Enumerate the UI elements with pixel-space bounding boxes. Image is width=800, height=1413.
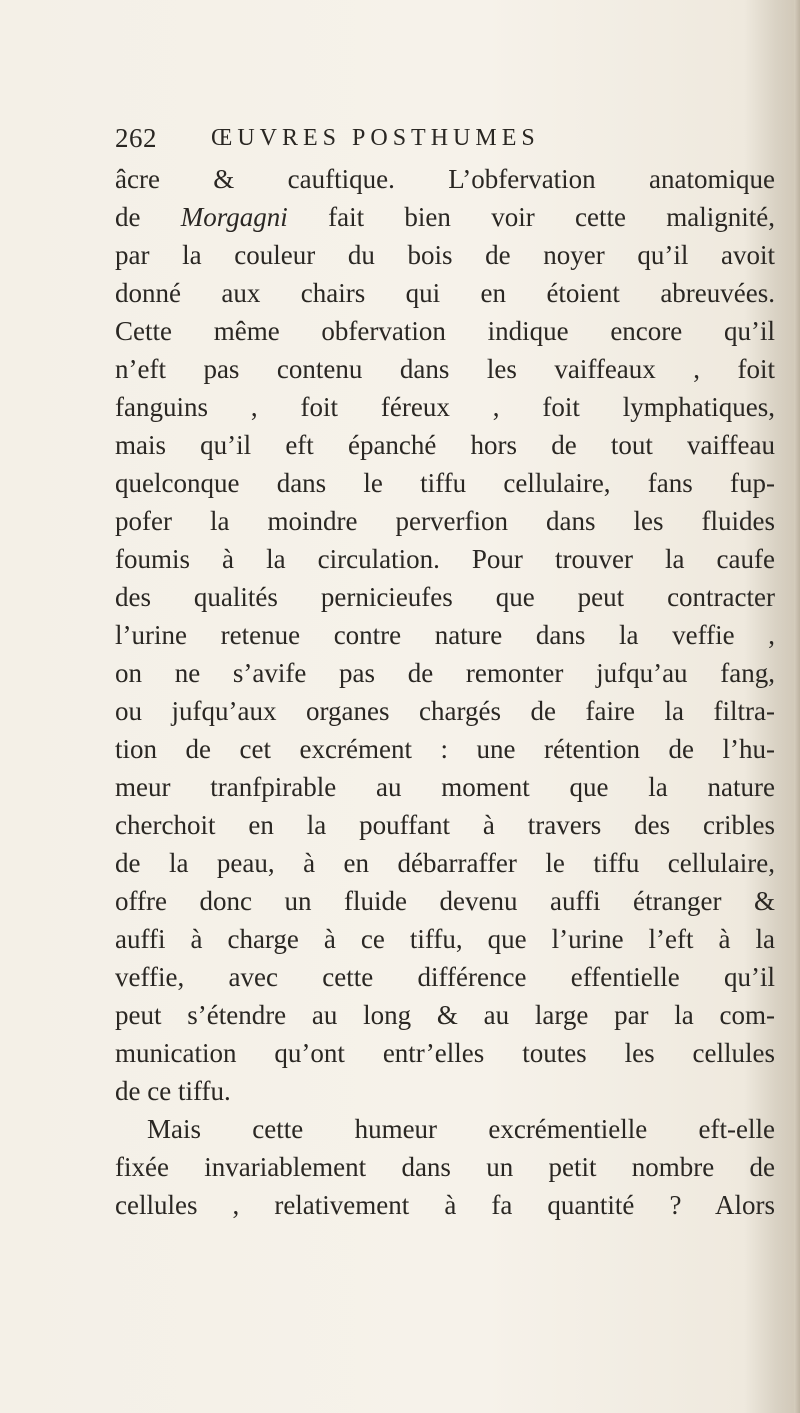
- text-line: pofer la moindre perverfion dans les fluides: [115, 506, 775, 536]
- page-number: 262: [115, 123, 157, 153]
- text-line: ou jufqu’aux organes chargés de faire la filtra-: [115, 696, 775, 726]
- text-line: des qualités pernicieufes que peut contracter: [115, 582, 775, 612]
- text-line: de la peau, à en débarraffer le tiffu cellulaire,: [115, 848, 775, 878]
- text-line: offre donc un fluide devenu auffi étranger &: [115, 886, 775, 916]
- text-line: quelconque dans le tiffu cellulaire, fans fup-: [115, 468, 775, 498]
- text-line: l’urine retenue contre nature dans la veffie ,: [115, 620, 775, 650]
- text-line: [115, 198, 775, 236]
- text-line: cellules , relativement à fa quantité ? Alors: [115, 1190, 775, 1220]
- text-line: fanguins , foit féreux , foit lymphatiques,: [115, 392, 775, 422]
- text-line: par la couleur du bois de noyer qu’il avoit: [115, 240, 775, 270]
- text-line: tion de cet excrément : une rétention de l’hu-: [115, 734, 775, 764]
- text-line: Cette même obfervation indique encore qu’il: [115, 316, 775, 346]
- author-name: Morgagni: [180, 202, 288, 232]
- text-line: foumis à la circulation. Pour trouver la caufe: [115, 544, 775, 574]
- page-edge-shadow: [794, 0, 800, 1413]
- text-fragment: de: [115, 202, 141, 232]
- text-line: munication qu’ont entr’elles toutes les cellules: [115, 1038, 775, 1068]
- text-fragment: fait bien voir cette malignité,: [328, 202, 775, 232]
- text-line: âcre & cauftique. L’obfervation anatomique: [115, 164, 775, 194]
- text-line: Mais cette humeur excrémentielle eft-elle: [147, 1114, 775, 1144]
- text-line: veffie, avec cette différence effentielle qu’il: [115, 962, 775, 992]
- text-line: n’eft pas contenu dans les vaiffeaux , foit: [115, 354, 775, 384]
- text-line: peut s’étendre au long & au large par la com-: [115, 1000, 775, 1030]
- paragraph-end-line: de ce tiffu.: [115, 1076, 231, 1106]
- text-line: meur tranfpirable au moment que la nature: [115, 772, 775, 802]
- text-line: mais qu’il eft épanché hors de tout vaiffeau: [115, 430, 775, 460]
- text-line: donné aux chairs qui en étoient abreuvées.: [115, 278, 775, 308]
- text-line: cherchoit en la pouffant à travers des cribles: [115, 810, 775, 840]
- page-header: [115, 123, 775, 163]
- running-title: ŒUVRES POSTHUMES: [211, 125, 540, 151]
- text-line: auffi à charge à ce tiffu, que l’urine l’eft à la: [115, 924, 775, 954]
- text-line: fixée invariablement dans un petit nombre de: [115, 1152, 775, 1182]
- text-line: on ne s’avife pas de remonter jufqu’au fang,: [115, 658, 775, 688]
- body-text: [115, 160, 775, 1224]
